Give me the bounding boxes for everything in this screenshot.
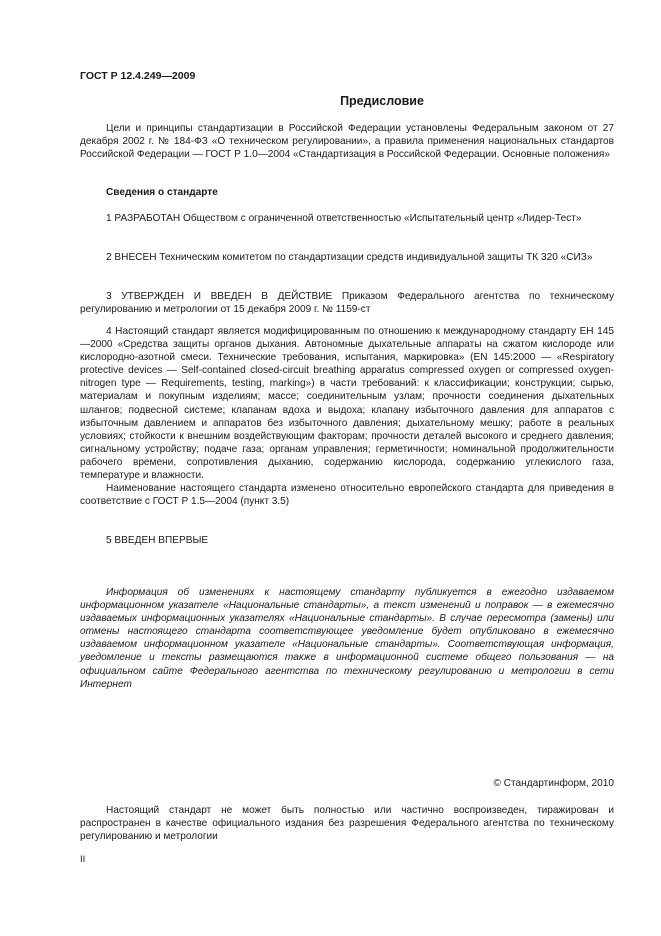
intro-block: [80, 122, 614, 161]
item-5: 5 ВВЕДЕН ВПЕРВЫЕ: [106, 535, 209, 546]
copyright: © Стандартинформ, 2010: [493, 778, 614, 789]
info-heading: Сведения о стандарте: [106, 187, 218, 198]
item-4: 4 Настоящий стандарт является модифицированным по отношению к международному стандарту ЕН 145—2000 «Средства защиты органов дыхания. Автономные дыхательные аппараты на сжатом кислороде или кислородно-азотной смеси. Технические требования, испытания, маркировка» (EN 145:2000 — «Respiratory protective devices — Self-contained closed-circuit breathing apparatus compressed oxygen or compressed oxygen-nitrogen type — Requirements, testing, marking») в части требований: к классификации; конструкции; сырью, материалам и покупным изделиям; массе; соединительным узлам; прочности соединения дыхательных шлангов; подвесной системе; клапанам вдоха и выдоха; клапану избыточного давления для аппаратов с избыточным давлением и аппаратов без избыточного давления; дыхательному мешку; работе в реальных условиях; стойкости к внешним воздействующим факторам; прочности деталей высокого и среднего давления; сигнальному устройству; подаче газа; органам управления; герметичности; номинальной продолжительности рабочего времени, сопротивления дыханию, содержанию кислорода, содержанию углекислого газа, температуре и влажности.: [80, 326, 614, 482]
reproduction-notice: Настоящий стандарт не может быть полностью или частично воспроизведен, тиражирован и распространен в качестве официального издания без разрешения Федерального агентства по техническому регулированию и метрологии: [80, 805, 614, 843]
standard-code: ГОСТ Р 12.4.249—2009: [80, 70, 196, 82]
item-4-note: Наименование настоящего стандарта изменено относительно европейского стандарта для приведения в соответствие с ГОСТ Р 1.5—2004 (пункт 3.5): [80, 483, 614, 508]
reproduction-block: [80, 804, 614, 843]
notice-paragraph: Информация об изменениях к настоящему стандарту публикуется в ежегодно издаваемом информационном указателе «Национальные стандарты», а текст изменений и поправок — в ежемесячно издаваемых информационных указателях «Национальные стандарты». В случае пересмотра (замены) или отмены настоящего стандарта соответствующее уведомление будет опубликовано в ежемесячно издаваемом информационном указателе «Национальные стандарты». Соответствующая информация, уведомление и тексты размещаются также в информационной системе общего пользования — на официальном сайте Федерального агентства по техническому регулированию и метрологии в сети Интернет: [80, 587, 614, 690]
notice-block: [80, 586, 614, 691]
item-3-block: [80, 290, 614, 316]
item-1-block: [80, 212, 614, 225]
item-3: 3 УТВЕРЖДЕН И ВВЕДЕН В ДЕЙСТВИЕ Приказом Федерального агентства по техническому регулированию и метрологии от 15 декабря 2009 г. № 1159-ст: [80, 291, 614, 316]
page-title: Предисловие: [340, 94, 424, 108]
item-1: 1 РАЗРАБОТАН Обществом с ограниченной ответственностью «Испытательный центр «Лидер-Тест»: [106, 213, 582, 224]
item-2: 2 ВНЕСЕН Техническим комитетом по стандартизации средств индивидуальной защиты ТК 320 «СИЗ»: [106, 252, 593, 263]
item-2-block: [80, 251, 614, 264]
info-heading-block: [80, 186, 614, 199]
item-4-block: [80, 325, 614, 508]
item-5-block: [80, 534, 614, 547]
intro-paragraph: Цели и принципы стандартизации в Российской Федерации установлены Федеральным законом от 27 декабря 2002 г. № 184-ФЗ «О техническом регулировании», а правила применения национальных стандартов Российской Федерации — ГОСТ Р 1.0—2004 «Стандартизация в Российской Федерации. Основные положения»: [80, 123, 614, 161]
page-number: II: [80, 854, 86, 865]
